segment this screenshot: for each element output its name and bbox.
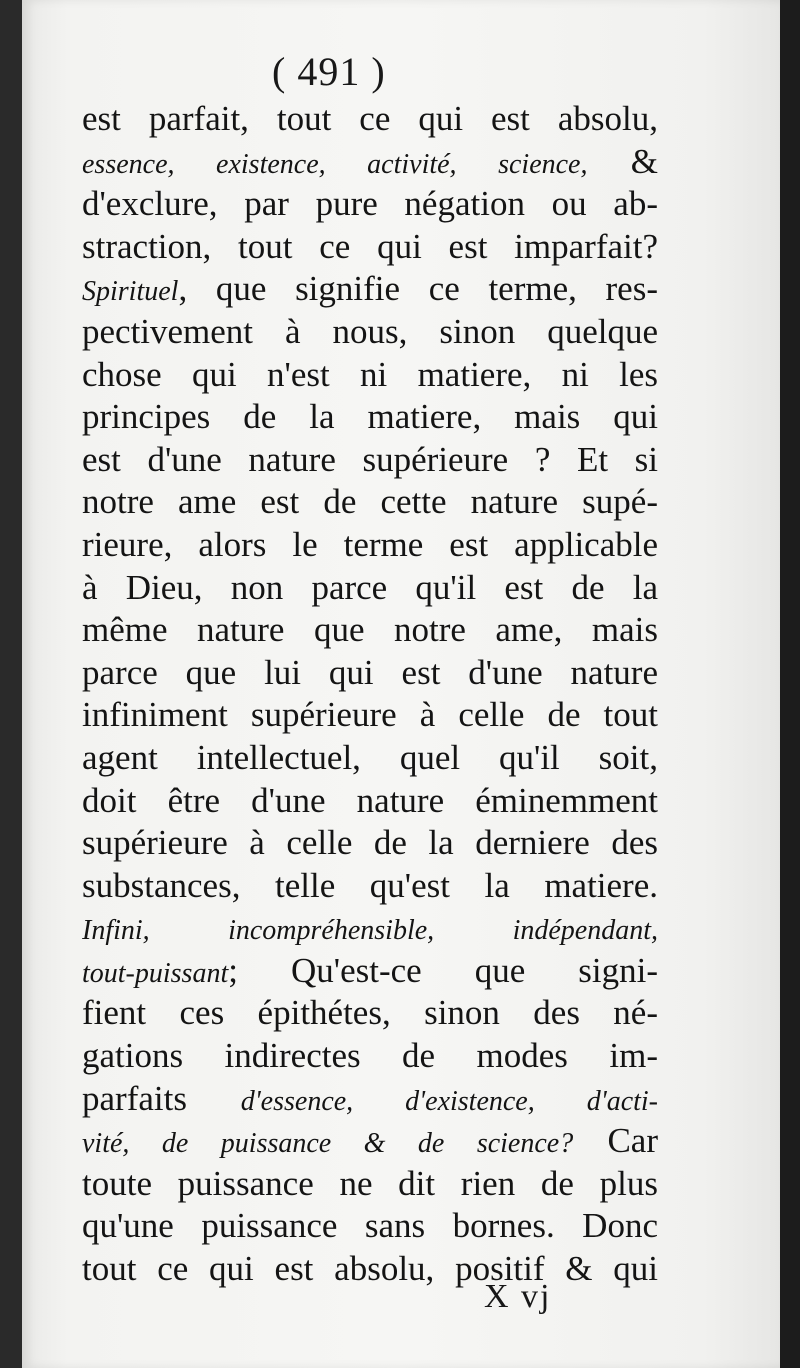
text-line [82,694,658,737]
text-segment: d'exclure, par pure négation ou ab- [82,184,658,224]
text-segment: notre ame est de cette nature supé- [82,482,658,522]
text-line [82,567,658,610]
text-line [82,354,658,397]
text-segment: même nature que notre ame, mais [82,610,658,650]
text-line [82,524,658,567]
book-page [22,0,780,1368]
text-segment: toute puissance ne dit rien de plus [82,1163,658,1203]
text-line [82,907,658,950]
text-segment: ; Qu'est-ce que signi- [228,950,658,990]
page-edge-shadow [780,0,800,1368]
text-line [82,439,658,482]
text-segment: fient ces épithétes, sinon des né- [82,993,658,1033]
text-line [82,1078,658,1121]
italic-segment: tout-puissant [82,957,229,989]
text-line [82,311,658,354]
text-line [82,1248,658,1291]
text-segment: , que signifie ce terme, res- [178,269,658,309]
text-segment: gations indirectes de modes im- [82,1036,658,1076]
text-segment: est parfait, tout ce qui est absolu, [82,99,658,138]
text-line [82,737,658,780]
italic-segment: vité, de puissance & de science? [82,1128,574,1160]
text-segment: à Dieu, non parce qu'il est de la [82,567,658,607]
text-segment: est d'une nature supérieure ? Et si [82,439,658,479]
text-segment: infiniment supérieure à celle de tout [82,695,658,735]
text-segment: substances, telle qu'est la matiere. [82,865,658,905]
text-line [82,780,658,823]
text-segment: doit être d'une nature éminemment [82,780,658,820]
text-segment: rieure, alors le terme est applicable [82,524,658,564]
italic-segment: d'essence, d'existence, d'acti- [240,1085,658,1117]
text-line [82,1163,658,1206]
text-line [82,950,658,993]
text-segment: supérieure à celle de la derniere des [82,823,658,863]
italic-segment: essence, existence, activité, science, [82,148,588,180]
text-line [82,268,658,311]
text-line [82,1035,658,1078]
text-line [82,1120,658,1163]
italic-segment: Infini, incompréhensible, indépendant, [82,915,658,947]
text-line [82,1205,658,1248]
text-segment: chose qui n'est ni matiere, ni les [82,354,658,394]
text-line [82,141,658,184]
text-line [82,396,658,439]
text-line [82,822,658,865]
italic-segment: Spirituel [82,276,179,308]
page-number: ( 491 ) [272,49,386,94]
text-segment: tout ce qui est absolu, positif & qui [82,1249,658,1289]
text-line [82,609,658,652]
text-line [82,98,658,141]
text-line [82,992,658,1035]
text-segment: qu'une puissance sans bornes. Donc [82,1206,658,1246]
text-line [82,481,658,524]
text-line [82,652,658,695]
text-segment: parfaits [82,1078,241,1118]
text-segment: Car [573,1121,658,1161]
text-line [82,226,658,269]
text-segment: straction, tout ce qui est imparfait? [82,226,658,266]
text-segment: parce que lui qui est d'une nature [82,652,658,692]
text-segment: pectivement à nous, sinon quelque [82,311,658,351]
text-line [82,865,658,908]
body-text [82,98,658,1291]
text-line [82,183,658,226]
text-segment: & [587,141,658,181]
text-segment: principes de la matiere, mais qui [82,397,658,437]
text-segment: agent intellectuel, quel qu'il soit, [82,737,658,777]
catchword: X vj [484,1278,552,1315]
